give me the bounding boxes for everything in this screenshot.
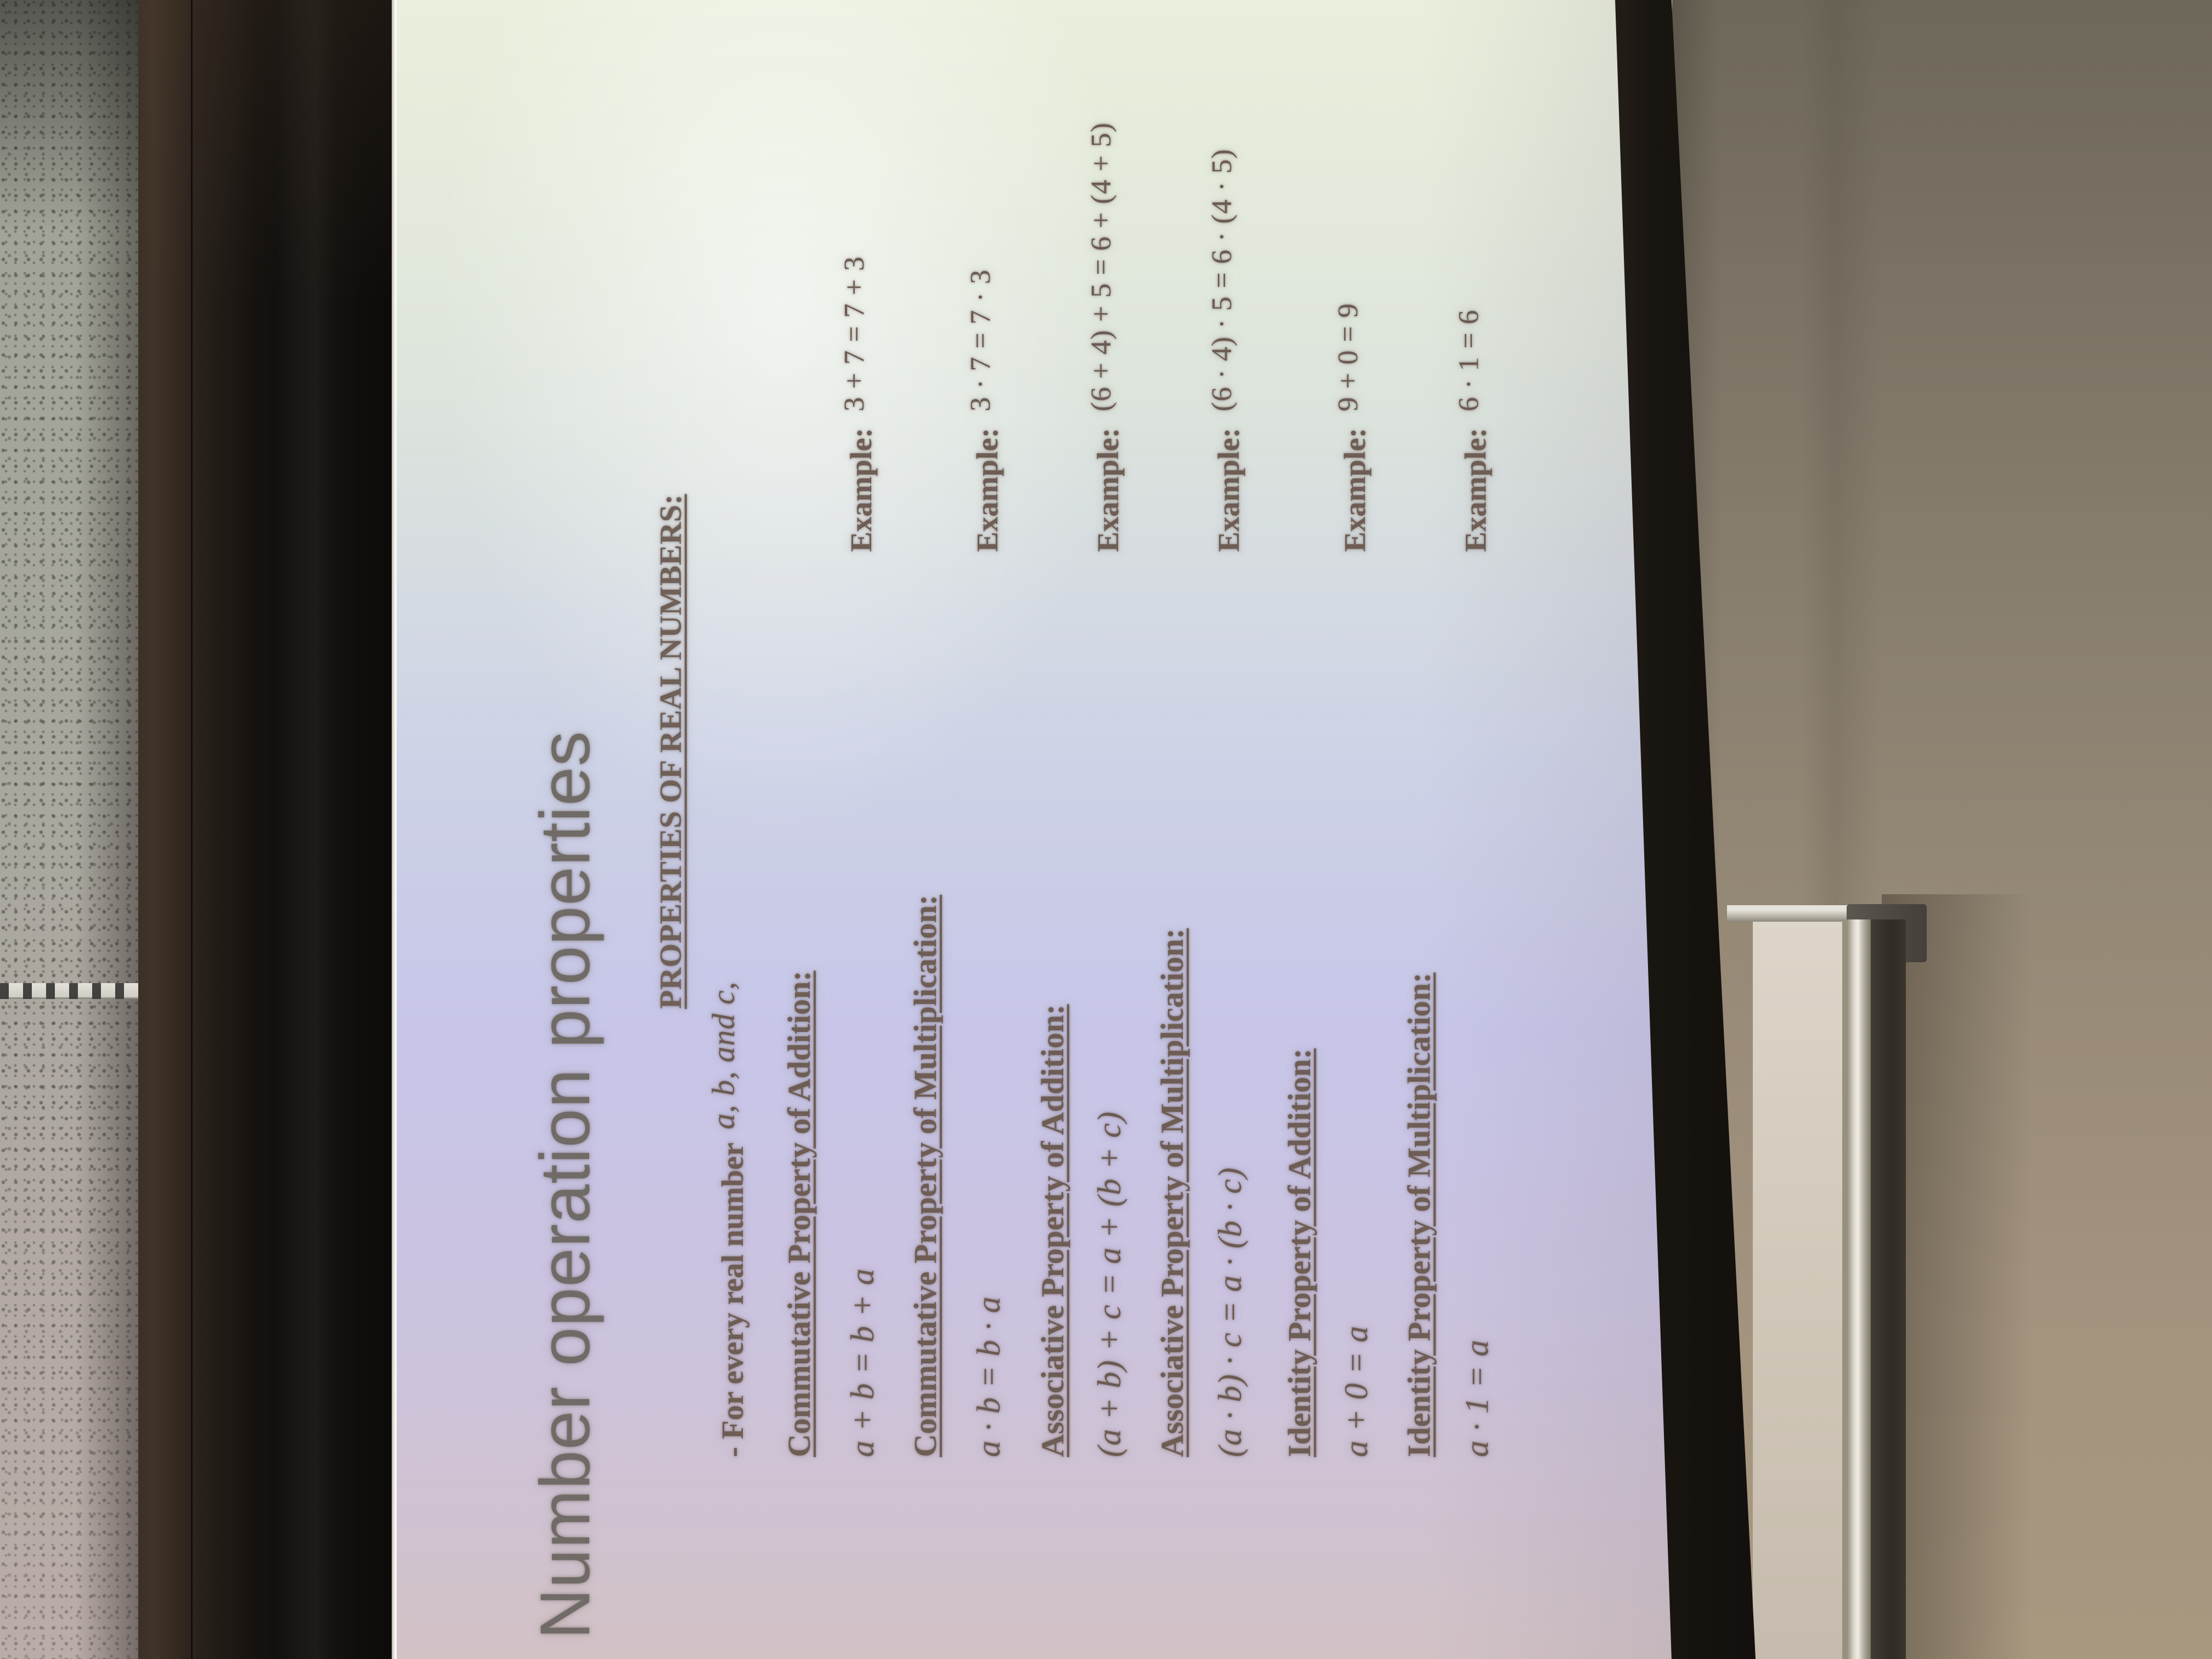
property-heading-identity-multiplication: Identity Property of Multiplication:: [1401, 972, 1437, 1457]
example: Example: 3 + 7 = 7 + 3: [839, 256, 878, 552]
formula-row-associative-addition: [1086, 0, 1141, 1659]
properties-heading: PROPERTIES OF REAL NUMBERS:: [654, 494, 688, 1009]
screen-edge-highlight: [392, 0, 397, 1659]
projector-screen: [397, 0, 1672, 1659]
whiteboard-surface: [1753, 919, 1845, 1659]
whiteboard-back-rail: [1871, 919, 1906, 1659]
property-heading-associative-multiplication: Associative Property of Multiplication:: [1154, 928, 1190, 1457]
formula: a · 1 = a: [1459, 1339, 1495, 1457]
property-heading-associative-addition: Associative Property of Addition:: [1035, 1004, 1070, 1457]
example: Example: 9 + 0 = 9: [1333, 303, 1372, 552]
property-heading-commutative-multiplication: Commutative Property of Multiplication:: [907, 894, 943, 1457]
formula-row-commutative-multiplication: [965, 0, 1020, 1659]
formula: a · b = b · a: [970, 1296, 1007, 1457]
slide-title: Number operation properties: [526, 730, 605, 1639]
property-heading-identity-addition: Identity Property of Addition:: [1282, 1048, 1317, 1457]
formula-row-associative-multiplication: [1206, 0, 1262, 1659]
formula-row-identity-addition: [1333, 0, 1388, 1659]
example: Example: 3 · 7 = 7 · 3: [965, 269, 1004, 552]
formula-row-identity-multiplication: [1453, 0, 1509, 1659]
property-heading-commutative-addition: Commutative Property of Addition:: [781, 970, 817, 1457]
black-curtain-band: [138, 0, 392, 1659]
intro-line: [706, 0, 764, 1659]
example: Example: 6 · 1 = 6: [1453, 309, 1492, 552]
presentation-slide: [397, 0, 1672, 1659]
formula-row-commutative-addition: [839, 0, 894, 1659]
formula: a + b = b + a: [844, 1268, 881, 1457]
left-speckled-wall: [0, 0, 138, 1659]
whiteboard-side-rail: [1842, 919, 1871, 1659]
intro-variables: a, b, and c,: [706, 981, 741, 1130]
intro-text: - For every real number: [716, 1142, 750, 1457]
formula: (a + b) + c = a + (b + c): [1091, 1111, 1127, 1457]
whiteboard-wall-shadow: [1882, 894, 2057, 1659]
formula: (a · b) · c = a · (b · c): [1212, 1167, 1248, 1457]
formula: a + 0 = a: [1338, 1325, 1374, 1457]
example: Example: (6 · 4) · 5 = 6 · (4 · 5): [1206, 149, 1245, 552]
example: Example: (6 + 4) + 5 = 6 + (4 + 5): [1086, 122, 1125, 552]
